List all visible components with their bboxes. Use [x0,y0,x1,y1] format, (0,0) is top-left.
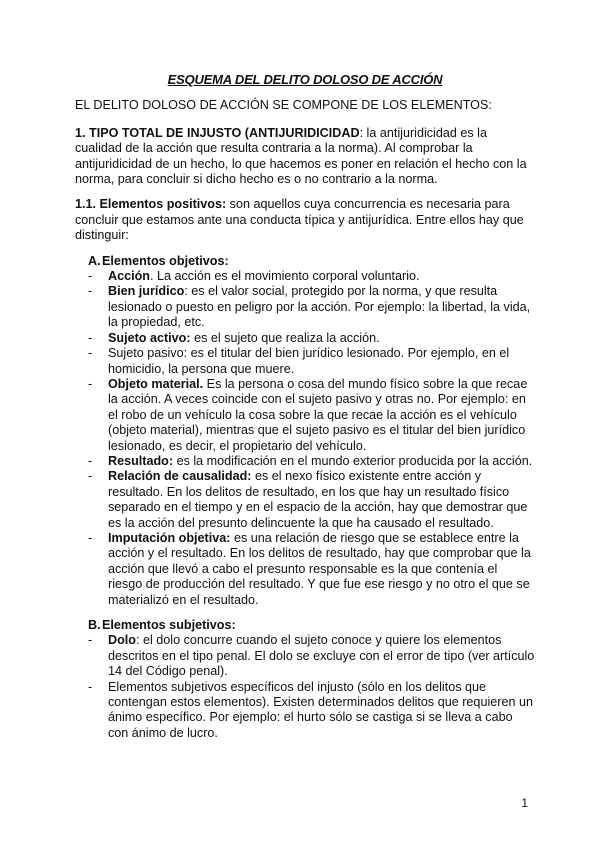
item-term: Objeto material. [108,376,204,391]
list-dash: - [88,284,93,299]
item-text: . La acción es el movimiento corporal voluntario. [150,269,420,284]
group-b-title: Elementos subjetivos: [102,618,236,632]
section-1-heading: 1. TIPO TOTAL DE INJUSTO ( [75,125,250,140]
item-term: Dolo [108,633,136,648]
group-a-heading [88,254,535,269]
item-term: Sujeto activo: [108,330,191,345]
list-item [75,531,535,608]
list-dash: - [88,330,93,345]
list-item [75,377,535,454]
list-dash: - [88,269,93,284]
section-1-1-text: son aquellos cuya concurrencia es necesaria para concluir que estamos ante una conducta típica y antijurídica. Entre ellos hay que distinguir: [75,197,524,243]
item-text: es el sujeto que realiza la acción. [190,330,380,345]
list-item [75,284,535,330]
list-item [75,454,535,469]
list-item [75,680,535,742]
group-a-list [75,269,535,608]
list-dash: - [88,453,93,468]
item-text: es la modificación en el mundo exterior producida por la acción. [173,453,533,468]
section-1-paragraph [75,126,535,188]
list-dash: - [88,346,93,361]
item-text: Sujeto pasivo: es el titular del bien jurídico lesionado. Por ejemplo, en el homicidio, la persona que muere. [108,346,510,376]
section-1-heading-term: ANTIJURIDICIDAD [249,125,360,140]
group-a-title: Elementos objetivos: [102,253,229,268]
group-b-list [75,633,535,741]
document-page [75,72,535,751]
item-text: : es el valor social, protegido por la norma, y que resulta lesionado o puesto en peligro por la acción. Por ejemplo: la libertad, la vida, la propiedad, etc. [108,284,531,330]
list-dash: - [88,530,93,545]
item-term: Relación de causalidad: [108,469,252,484]
page-number: 1 [521,796,528,810]
list-item [75,331,535,346]
list-dash: - [88,469,93,484]
list-dash: - [88,679,93,694]
section-1-text: : la antijuridicidad es la cualidad de la acción que resulta contraria a la norma). Al comprobar la antijuridicidad de un hecho, lo que hacemos es poner en relación el hecho con la norma, para concluir si dicho hecho es o no contrario a la norma. [75,125,527,187]
item-term: Bien jurídico [108,284,185,299]
section-1-1-heading: 1.1. Elementos positivos: [75,197,227,212]
list-item [75,269,535,284]
item-text: es una relación de riesgo que se establece entre la acción y el resultado. En los delitos de resultado, hay que comprobar que la acción que llevó a cabo el presunto responsable es la que contenía el riesgo de producción del resultado. Y que fue ese riesgo y no otro el que se materializó en el resultado. [108,530,531,607]
intro-paragraph: EL DELITO DOLOSO DE ACCIÓN SE COMPONE DE LOS ELEMENTOS: [75,98,492,113]
item-term: Acción [108,269,150,284]
list-item [75,469,535,531]
list-item [75,633,535,679]
item-term: Imputación objetiva: [108,530,231,545]
list-item [75,346,535,377]
group-b-heading [88,618,535,633]
group-b-letter: B. [88,618,101,632]
section-1-1-paragraph [75,197,535,243]
item-text: Elementos subjetivos específicos del injusto (sólo en los delitos que contengan estos elementos). Existen determinados delitos que requieren un ánimo específico. Por ejemplo: el hurto sólo se castiga si se lleva a cabo con ánimo de lucro. [108,679,533,740]
list-dash: - [88,633,93,648]
group-a-letter: A. [88,253,101,268]
item-text: Es la persona o cosa del mundo físico sobre la que recae la acción. A veces coincide con el sujeto pasivo y otras no. Por ejemplo: en el robo de un vehículo la cosa sobre la que recae la acción es el vehículo (objeto material), mientras que el sujeto pasivo es el titular del bien jurídico lesionado, es decir, el propietario del vehículo. [108,376,528,453]
list-dash: - [88,376,93,391]
document-title: ESQUEMA DEL DELITO DOLOSO DE ACCIÓN [167,72,443,87]
item-text: es el nexo físico existente entre acción y resultado. En los delitos de resultado, en los que hay un resultado físico separado en el tiempo y en el espacio de la acción, hay que demostrar que es la acción del presunto delincuente la que ha causado el resultado. [108,469,528,530]
item-term: Resultado: [108,453,174,468]
item-text: : el dolo concurre cuando el sujeto conoce y quiere los elementos descritos en el tipo penal. El dolo se excluye con el error de tipo (ver artículo 14 del Código penal). [108,633,535,679]
